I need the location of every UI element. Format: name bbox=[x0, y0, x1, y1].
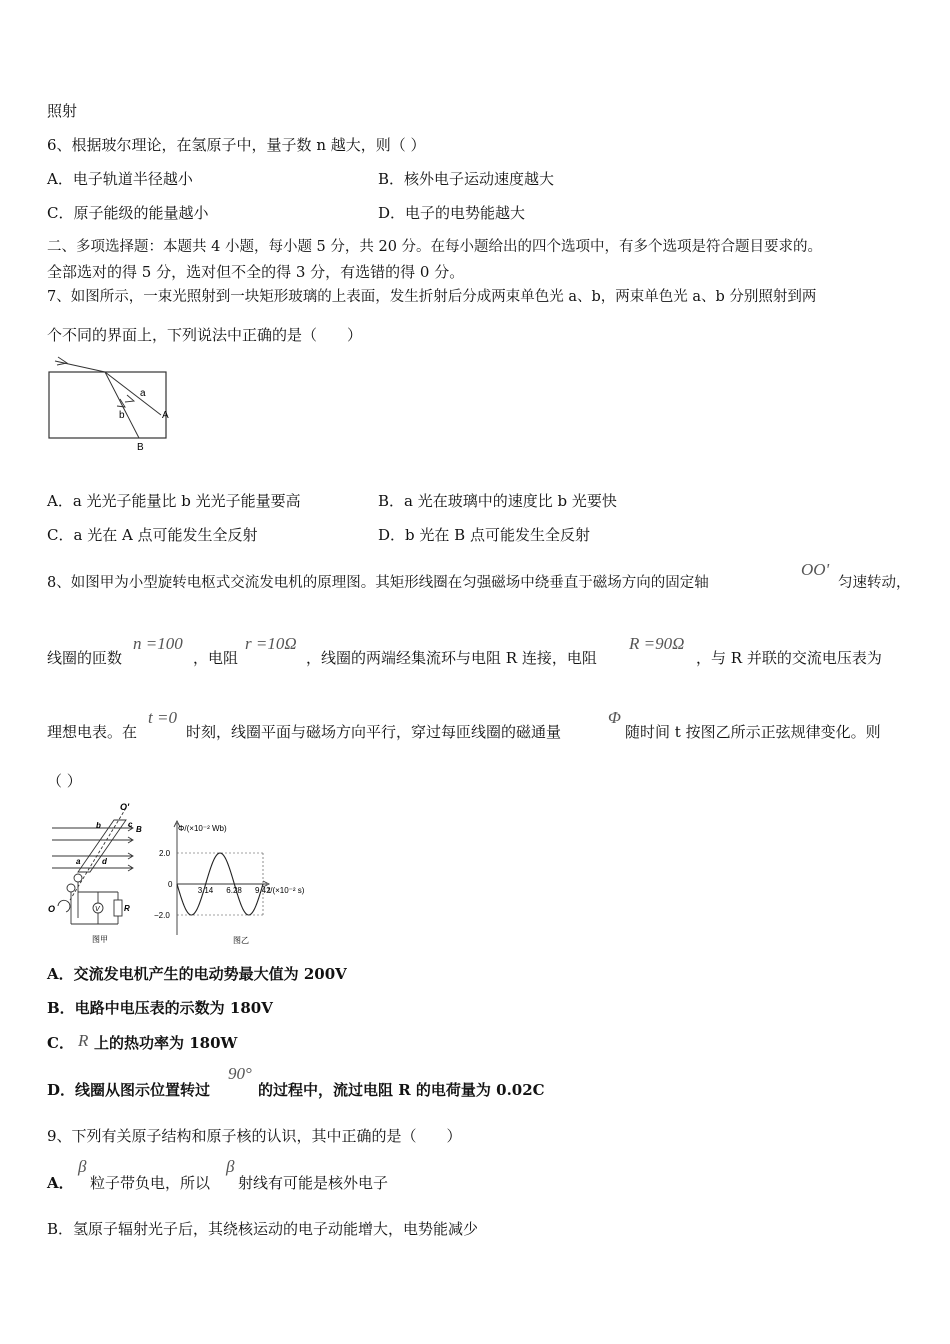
label-c: c bbox=[128, 820, 133, 829]
turns-formula: n =100 bbox=[133, 634, 183, 653]
label-O-top: O' bbox=[120, 802, 130, 812]
q7-option-c: C．a 光在 A 点可能发生全反射 bbox=[47, 526, 258, 544]
q7-option-d: D．b 光在 B 点可能发生全反射 bbox=[378, 526, 590, 544]
rotation-arrow bbox=[58, 900, 70, 912]
beta-symbol: β bbox=[226, 1157, 235, 1176]
question-9: 9、下列有关原子结构和原子核的认识，其中正确的是（ ） bbox=[47, 1127, 462, 1145]
question-8-line1-end: 匀速转动， bbox=[838, 575, 911, 591]
arrow-a bbox=[125, 395, 134, 402]
q8-text-law: 随时间 t 按图乙所示正弦规律变化。则 bbox=[625, 723, 881, 741]
y-tick-pos: 2.0 bbox=[159, 849, 171, 858]
section-2-heading: 二、多项选择题：本题共 4 小题，每小题 5 分，共 20 分。在每小题给出的四个选项中，有多个选项是符合题目要求的。 bbox=[47, 239, 823, 255]
question-8-line1: 8、如图甲为小型旋转电枢式交流发电机的原理图。其矩形线圈在匀强磁场中绕垂直于磁场方向的固定轴 bbox=[47, 575, 709, 591]
label-a: a bbox=[140, 388, 146, 399]
slip-ring bbox=[67, 884, 75, 892]
q6-option-b: B．核外电子运动速度越大 bbox=[378, 170, 555, 188]
y-tick-neg: −2.0 bbox=[154, 911, 170, 920]
incident-ray bbox=[55, 361, 105, 372]
q8-option-d: 的过程中，流过电阻 R 的电荷量为 0.02C bbox=[258, 1081, 545, 1099]
label-a: a bbox=[76, 857, 81, 866]
label-A: A bbox=[162, 410, 169, 421]
q8-option-c: 上的热功率为 180W bbox=[94, 1034, 238, 1052]
question-7-line1: 7、如图所示，一束光照射到一块矩形玻璃的上表面，发生折射后分成两束单色光 a、b，两束单色光 a、b 分别照射到两 bbox=[47, 289, 817, 305]
load-resistance-formula: R =90Ω bbox=[629, 634, 685, 653]
label-R: R bbox=[124, 904, 130, 913]
generator-figure bbox=[44, 800, 154, 950]
question-6: 6、根据玻尔理论，在氢原子中，量子数 n 越大，则（ ） bbox=[47, 136, 426, 154]
q9-option-a-prefix: A． bbox=[47, 1174, 74, 1192]
label-b: b bbox=[96, 821, 101, 830]
q8-option-b: B．电路中电压表的示数为 180V bbox=[47, 999, 273, 1017]
q7-option-b: B．a 光在玻璃中的速度比 b 光要快 bbox=[378, 492, 617, 510]
x-tick-label: 9.42 bbox=[255, 886, 271, 895]
origin-label: 0 bbox=[168, 880, 173, 889]
q8-text-turns: 线圈的匝数 bbox=[47, 649, 123, 667]
axis-symbol: OO' bbox=[801, 560, 830, 579]
q6-option-a: A．电子轨道半径越小 bbox=[47, 170, 193, 188]
text-line: 照射 bbox=[47, 102, 78, 120]
angle-formula: 90° bbox=[228, 1064, 252, 1083]
q7-option-a: A．a 光光子能量比 b 光光子能量要高 bbox=[47, 492, 301, 510]
label-B: B bbox=[136, 825, 142, 834]
q9-option-a-text: 粒子带负电，所以 bbox=[90, 1174, 211, 1192]
label-d: d bbox=[102, 857, 107, 866]
ray-a bbox=[105, 372, 161, 415]
left-caption: 图甲 bbox=[92, 935, 108, 944]
x-tick-label: 3.14 bbox=[197, 886, 214, 895]
q8-text-voltmeter: ，与 R 并联的交流电压表为 bbox=[696, 649, 882, 667]
x-axis-label: t/(×10⁻² s) bbox=[268, 886, 305, 895]
y-axis-label: Φ/(×10⁻² Wb) bbox=[178, 824, 227, 833]
q8-text-resistance: ，电阻 bbox=[193, 649, 239, 667]
q8-text-flux: 时刻，线圈平面与磁场方向平行，穿过每匝线圈的磁通量 bbox=[186, 723, 562, 741]
label-O-bottom: O bbox=[48, 904, 56, 914]
ray-b bbox=[105, 372, 139, 438]
label-V: V bbox=[95, 906, 100, 913]
section-2-note: 全部选对的得 5 分，选对但不全的得 3 分，有选错的得 0 分。 bbox=[47, 263, 465, 281]
q8-option-c-prefix: C． bbox=[47, 1034, 74, 1052]
q8-text-ideal: 理想电表。在 bbox=[47, 723, 138, 741]
right-caption: 图乙 bbox=[233, 936, 249, 945]
time-zero-formula: t =0 bbox=[148, 708, 177, 727]
label-b: b bbox=[119, 410, 125, 421]
flux-symbol: Φ bbox=[608, 708, 621, 727]
question-7-line2: 个不同的界面上，下列说法中正确的是（ ） bbox=[47, 326, 363, 344]
x-tick-label: 6.28 bbox=[226, 886, 242, 895]
coil-resistance-formula: r =10Ω bbox=[245, 634, 297, 653]
q8-answer-bracket: （ ） bbox=[47, 772, 82, 790]
resistor-symbol: R bbox=[78, 1031, 89, 1050]
q9-option-b: B．氢原子辐射光子后，其绕核运动的电子动能增大，电势能减少 bbox=[47, 1220, 479, 1238]
q6-option-c: C．原子能级的能量越小 bbox=[47, 204, 209, 222]
q7-figure bbox=[45, 355, 185, 455]
q9-option-a-end: 射线有可能是核外电子 bbox=[238, 1174, 389, 1192]
flux-chart bbox=[150, 815, 320, 950]
label-B: B bbox=[137, 442, 144, 453]
q8-option-a: A．交流发电机产生的电动势最大值为 200V bbox=[47, 965, 347, 983]
q6-option-d: D．电子的电势能越大 bbox=[378, 204, 526, 222]
q8-text-connection: ，线圈的两端经集流环与电阻 R 连接，电阻 bbox=[306, 649, 597, 667]
beta-symbol: β bbox=[78, 1157, 87, 1176]
slip-ring bbox=[74, 874, 82, 882]
resistor bbox=[114, 900, 122, 916]
q8-option-d-prefix: D．线圈从图示位置转过 bbox=[47, 1081, 211, 1099]
